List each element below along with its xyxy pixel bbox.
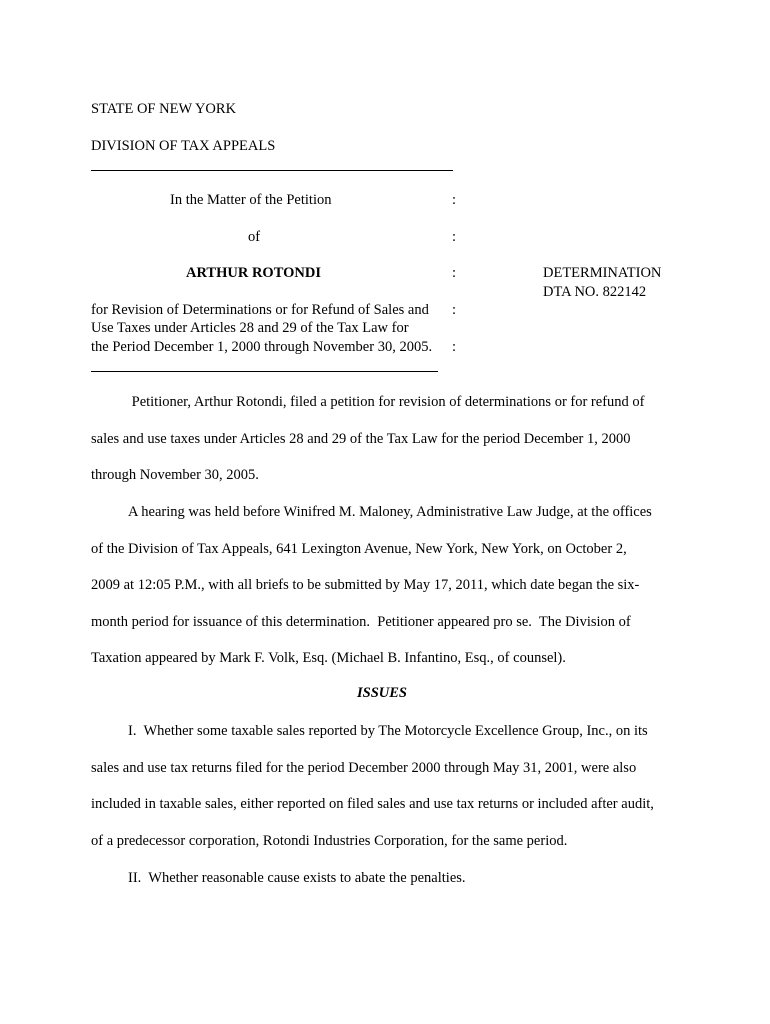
division-heading: DIVISION OF TAX APPEALS [91,138,276,154]
caption-colon-4: : [452,302,457,318]
para2-line-1: A hearing was held before Winifred M. Maloney, Administrative Law Judge, at the offices [128,504,652,520]
issue2-line: II. Whether reasonable cause exists to abate the penalties. [128,870,466,886]
description-line-1: for Revision of Determinations or for Refund of Sales and [91,302,429,318]
dta-number: DTA NO. 822142 [543,284,647,300]
caption-colon-2: : [452,229,457,245]
para2-line-4: month period for issuance of this determination. Petitioner appeared pro se. The Division of [91,614,631,630]
issue1-line-1: I. Whether some taxable sales reported by The Motorcycle Excellence Group, Inc., on its [128,723,648,739]
determination-title: DETERMINATION [543,265,662,281]
issue1-line-4: of a predecessor corporation, Rotondi Industries Corporation, for the same period. [91,833,568,849]
caption-top-rule [91,170,453,171]
petitioner-name: ARTHUR ROTONDI [186,265,321,281]
description-line-3: the Period December 1, 2000 through November 30, 2005. [91,339,433,355]
matter-line: In the Matter of the Petition [170,192,332,208]
para2-line-5: Taxation appeared by Mark F. Volk, Esq. (Michael B. Infantino, Esq., of counsel). [91,650,566,666]
para2-line-2: of the Division of Tax Appeals, 641 Lexington Avenue, New York, New York, on October 2, [91,541,627,557]
issue1-line-2: sales and use tax returns filed for the period December 2000 through May 31, 2001, were also [91,760,637,776]
para1-line-3: through November 30, 2005. [91,467,259,483]
para1-line-1: Petitioner, Arthur Rotondi, filed a petition for revision of determinations or for refund of [128,394,645,410]
para1-line-2: sales and use taxes under Articles 28 and 29 of the Tax Law for the period December 1, 2000 [91,431,631,447]
issue1-line-3: included in taxable sales, either reported on filed sales and use tax returns or included after audit, [91,796,654,812]
issues-heading: ISSUES [357,685,407,701]
caption-colon-1: : [452,192,457,208]
of-line: of [248,229,261,245]
caption-colon-3: : [452,265,457,281]
caption-bottom-rule [91,371,438,372]
description-line-2: Use Taxes under Articles 28 and 29 of the Tax Law for [91,320,409,336]
caption-colon-5: : [452,339,457,355]
para2-line-3: 2009 at 12:05 P.M., with all briefs to be submitted by May 17, 2011, which date began the six- [91,577,640,593]
state-heading: STATE OF NEW YORK [91,101,237,117]
